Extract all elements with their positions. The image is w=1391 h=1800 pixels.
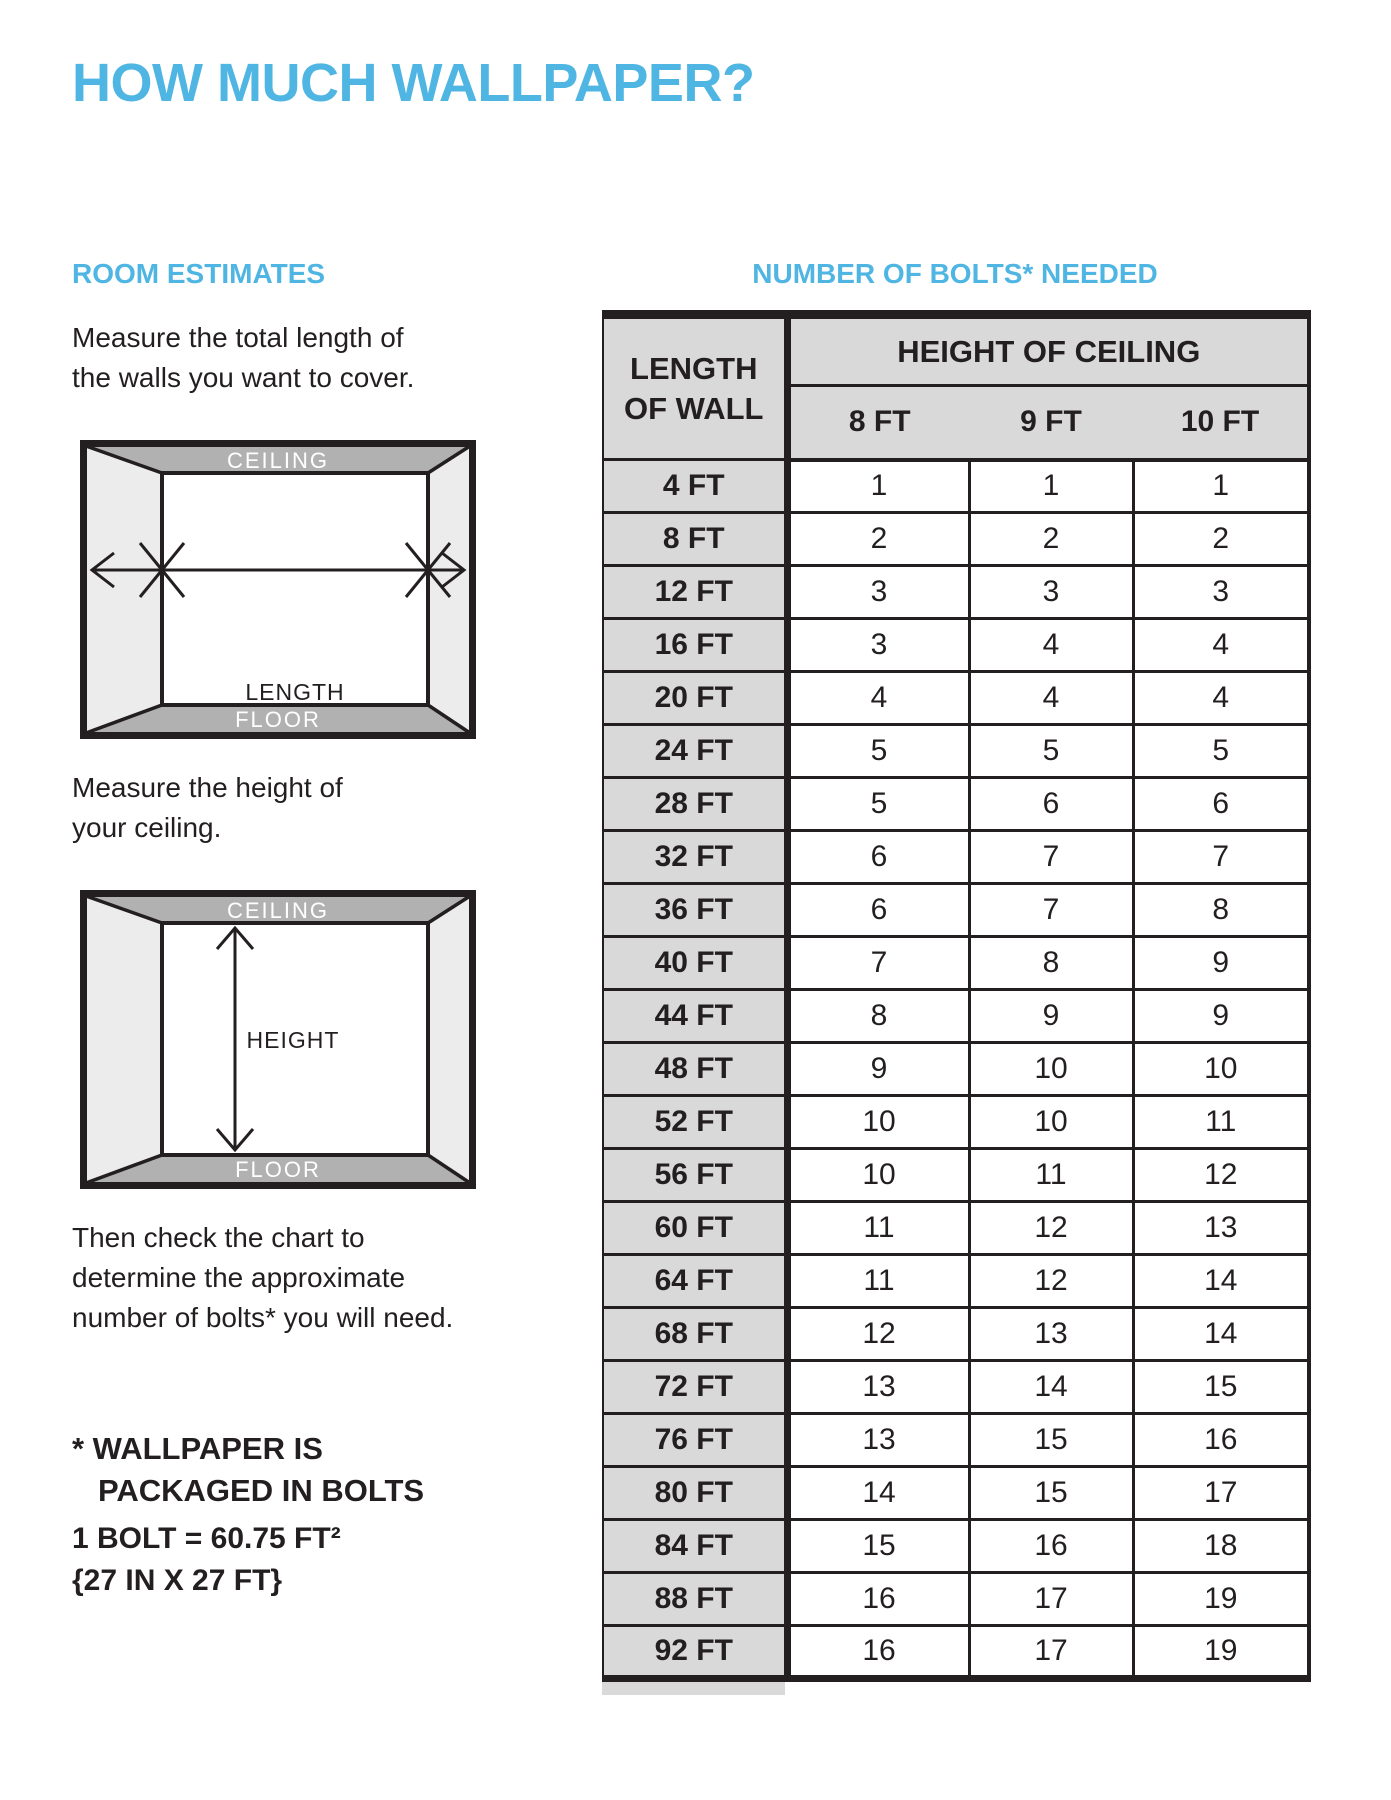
column-header: 9 FT bbox=[969, 386, 1133, 460]
bolt-count-cell: 5 bbox=[969, 725, 1133, 778]
wall-length-label: 76 FT bbox=[603, 1414, 787, 1467]
bolt-count-cell: 5 bbox=[787, 725, 969, 778]
instruction-measure-height bbox=[72, 768, 343, 848]
bolt-count-cell: 10 bbox=[969, 1096, 1133, 1149]
right-wall-surface bbox=[428, 896, 470, 1183]
bolt-count-cell: 3 bbox=[969, 566, 1133, 619]
table-row bbox=[603, 1361, 1309, 1414]
bolt-count-cell: 10 bbox=[969, 1043, 1133, 1096]
bolt-count-cell: 12 bbox=[1133, 1149, 1309, 1202]
instruction-line: Measure the height of bbox=[72, 772, 343, 803]
table-row bbox=[603, 1520, 1309, 1573]
bolt-count-cell: 8 bbox=[1133, 884, 1309, 937]
wall-length-label: 68 FT bbox=[603, 1308, 787, 1361]
left-wall-surface bbox=[86, 446, 162, 733]
bolt-count-cell: 2 bbox=[969, 513, 1133, 566]
wall-length-label: 4 FT bbox=[603, 460, 787, 513]
wall-length-label: 48 FT bbox=[603, 1043, 787, 1096]
instruction-line: Then check the chart to bbox=[72, 1222, 365, 1253]
wall-length-label: 40 FT bbox=[603, 937, 787, 990]
room-estimates-heading: ROOM ESTIMATES bbox=[72, 258, 326, 289]
bolt-count-cell: 17 bbox=[1133, 1467, 1309, 1520]
wall-length-label: 56 FT bbox=[603, 1149, 787, 1202]
table-row bbox=[603, 1043, 1309, 1096]
table-row bbox=[603, 884, 1309, 937]
bolt-count-cell: 16 bbox=[969, 1520, 1133, 1573]
wall-length-label: 8 FT bbox=[603, 513, 787, 566]
ceiling-label: CEILING bbox=[226, 448, 330, 473]
bolt-count-cell: 10 bbox=[787, 1149, 969, 1202]
bolts-needed-heading: NUMBER OF BOLTS* NEEDED bbox=[752, 258, 1158, 289]
wall-length-label: 36 FT bbox=[603, 884, 787, 937]
floor-label: FLOOR bbox=[235, 707, 321, 732]
bolt-count-cell: 11 bbox=[787, 1255, 969, 1308]
bolts-table-wrap bbox=[602, 310, 1308, 1682]
bolt-count-cell: 9 bbox=[969, 990, 1133, 1043]
table-row bbox=[603, 1149, 1309, 1202]
table-row bbox=[603, 1414, 1309, 1467]
bolt-equation-line: 1 BOLT = 60.75 FT² bbox=[72, 1522, 341, 1555]
wall-length-label: 24 FT bbox=[603, 725, 787, 778]
instruction-line: determine the approximate bbox=[72, 1262, 406, 1293]
table-row bbox=[603, 672, 1309, 725]
bolt-count-cell: 1 bbox=[969, 460, 1133, 513]
bolts-table bbox=[602, 310, 1311, 1682]
wall-length-label: 92 FT bbox=[603, 1626, 787, 1679]
length-label: LENGTH bbox=[245, 679, 345, 705]
bolt-count-cell: 6 bbox=[969, 778, 1133, 831]
wall-length-label: 44 FT bbox=[603, 990, 787, 1043]
column-header: 10 FT bbox=[1133, 386, 1309, 460]
bolt-count-cell: 15 bbox=[969, 1414, 1133, 1467]
bolt-count-cell: 4 bbox=[1133, 619, 1309, 672]
bolt-count-cell: 6 bbox=[787, 831, 969, 884]
wall-length-label: 12 FT bbox=[603, 566, 787, 619]
wall-length-label: 80 FT bbox=[603, 1467, 787, 1520]
bolt-count-cell: 13 bbox=[787, 1414, 969, 1467]
bolt-count-cell: 10 bbox=[1133, 1043, 1309, 1096]
instruction-measure-length bbox=[72, 318, 414, 398]
bolt-count-cell: 13 bbox=[787, 1361, 969, 1414]
room-height-diagram-svg bbox=[80, 890, 476, 1189]
wall-length-label: 20 FT bbox=[603, 672, 787, 725]
bolt-count-cell: 19 bbox=[1133, 1626, 1309, 1679]
bolt-count-cell: 11 bbox=[969, 1149, 1133, 1202]
bolt-count-cell: 2 bbox=[1133, 513, 1309, 566]
table-row bbox=[603, 778, 1309, 831]
bolt-count-cell: 17 bbox=[969, 1626, 1133, 1679]
bolt-count-cell: 14 bbox=[1133, 1308, 1309, 1361]
right-wall-surface bbox=[428, 446, 470, 733]
bolt-count-cell: 14 bbox=[787, 1467, 969, 1520]
bolt-count-cell: 11 bbox=[787, 1202, 969, 1255]
table-row bbox=[603, 1467, 1309, 1520]
bolt-count-cell: 14 bbox=[969, 1361, 1133, 1414]
wall-length-label: 16 FT bbox=[603, 619, 787, 672]
bolt-count-cell: 7 bbox=[787, 937, 969, 990]
page-title: HOW MUCH WALLPAPER? bbox=[72, 53, 755, 113]
ceiling-label: CEILING bbox=[226, 898, 330, 923]
bolt-count-cell: 3 bbox=[787, 619, 969, 672]
wall-length-label: 32 FT bbox=[603, 831, 787, 884]
bolt-count-cell: 3 bbox=[1133, 566, 1309, 619]
table-row bbox=[603, 619, 1309, 672]
table-row bbox=[603, 566, 1309, 619]
bolt-footnote bbox=[72, 1428, 424, 1512]
bolt-count-cell: 9 bbox=[1133, 990, 1309, 1043]
bolt-count-cell: 4 bbox=[1133, 672, 1309, 725]
bolt-count-cell: 13 bbox=[969, 1308, 1133, 1361]
bolt-count-cell: 17 bbox=[969, 1573, 1133, 1626]
bolt-count-cell: 4 bbox=[969, 619, 1133, 672]
wall-length-label: 88 FT bbox=[603, 1573, 787, 1626]
bolt-count-cell: 11 bbox=[1133, 1096, 1309, 1149]
back-wall-surface bbox=[162, 473, 428, 705]
room-length-diagram bbox=[80, 440, 476, 739]
bolt-count-cell: 12 bbox=[969, 1255, 1133, 1308]
bolt-count-cell: 12 bbox=[787, 1308, 969, 1361]
left-wall-surface bbox=[86, 896, 162, 1183]
bolt-count-cell: 10 bbox=[787, 1096, 969, 1149]
bolt-count-cell: 15 bbox=[969, 1467, 1133, 1520]
table-row bbox=[603, 1255, 1309, 1308]
bolt-count-cell: 7 bbox=[969, 884, 1133, 937]
bolt-count-cell: 6 bbox=[1133, 778, 1309, 831]
table-row bbox=[603, 725, 1309, 778]
footnote-line: * WALLPAPER IS bbox=[72, 1431, 323, 1466]
wall-length-label: 52 FT bbox=[603, 1096, 787, 1149]
bolt-count-cell: 14 bbox=[1133, 1255, 1309, 1308]
footnote-line: PACKAGED IN BOLTS bbox=[98, 1473, 425, 1508]
table-row bbox=[603, 460, 1309, 513]
column-header: 8 FT bbox=[787, 386, 969, 460]
instruction-line: the walls you want to cover. bbox=[72, 362, 415, 393]
bolt-count-cell: 7 bbox=[1133, 831, 1309, 884]
room-height-diagram bbox=[80, 890, 476, 1189]
table-row bbox=[603, 1096, 1309, 1149]
bolt-count-cell: 6 bbox=[787, 884, 969, 937]
bolt-count-cell: 16 bbox=[1133, 1414, 1309, 1467]
bolt-count-cell: 3 bbox=[787, 566, 969, 619]
bolt-count-cell: 16 bbox=[787, 1573, 969, 1626]
bolt-count-cell: 4 bbox=[969, 672, 1133, 725]
wall-length-label: 72 FT bbox=[603, 1361, 787, 1414]
bolt-count-cell: 15 bbox=[1133, 1361, 1309, 1414]
bolt-count-cell: 9 bbox=[787, 1043, 969, 1096]
bolt-count-cell: 4 bbox=[787, 672, 969, 725]
bolt-count-cell: 1 bbox=[787, 460, 969, 513]
bolt-count-cell: 13 bbox=[1133, 1202, 1309, 1255]
instruction-line: your ceiling. bbox=[72, 812, 222, 843]
table-row bbox=[603, 1626, 1309, 1679]
table-row bbox=[603, 990, 1309, 1043]
bolt-count-cell: 12 bbox=[969, 1202, 1133, 1255]
instruction-line: number of bolts* you will need. bbox=[72, 1302, 454, 1333]
bolt-count-cell: 2 bbox=[787, 513, 969, 566]
bolt-count-cell: 5 bbox=[1133, 725, 1309, 778]
bolt-count-cell: 18 bbox=[1133, 1520, 1309, 1573]
room-length-diagram-svg bbox=[80, 440, 476, 739]
table-row bbox=[603, 937, 1309, 990]
table-row bbox=[603, 1202, 1309, 1255]
bolt-equation bbox=[72, 1518, 341, 1602]
bolt-count-cell: 15 bbox=[787, 1520, 969, 1573]
wall-length-label: 84 FT bbox=[603, 1520, 787, 1573]
bolt-count-cell: 8 bbox=[969, 937, 1133, 990]
column-group-header-height-of-ceiling: HEIGHT OF CEILING bbox=[787, 315, 1309, 386]
table-row bbox=[603, 1573, 1309, 1626]
wall-length-label: 60 FT bbox=[603, 1202, 787, 1255]
bolt-count-cell: 8 bbox=[787, 990, 969, 1043]
table-row bbox=[603, 1308, 1309, 1361]
table-row bbox=[603, 831, 1309, 884]
bolt-count-cell: 9 bbox=[1133, 937, 1309, 990]
floor-label: FLOOR bbox=[235, 1157, 321, 1182]
wall-length-label: 28 FT bbox=[603, 778, 787, 831]
table-row bbox=[603, 513, 1309, 566]
bolt-count-cell: 16 bbox=[787, 1626, 969, 1679]
bolt-count-cell: 5 bbox=[787, 778, 969, 831]
bolt-count-cell: 1 bbox=[1133, 460, 1309, 513]
instruction-check-chart bbox=[72, 1218, 453, 1338]
table-shadow bbox=[602, 1682, 785, 1695]
wall-length-label: 64 FT bbox=[603, 1255, 787, 1308]
row-header-length-of-wall: LENGTH OF WALL bbox=[603, 315, 787, 460]
bolt-count-cell: 7 bbox=[969, 831, 1133, 884]
bolt-equation-line: {27 IN X 27 FT} bbox=[72, 1564, 283, 1597]
instruction-line: Measure the total length of bbox=[72, 322, 404, 353]
bolt-count-cell: 19 bbox=[1133, 1573, 1309, 1626]
height-label: HEIGHT bbox=[246, 1027, 340, 1053]
